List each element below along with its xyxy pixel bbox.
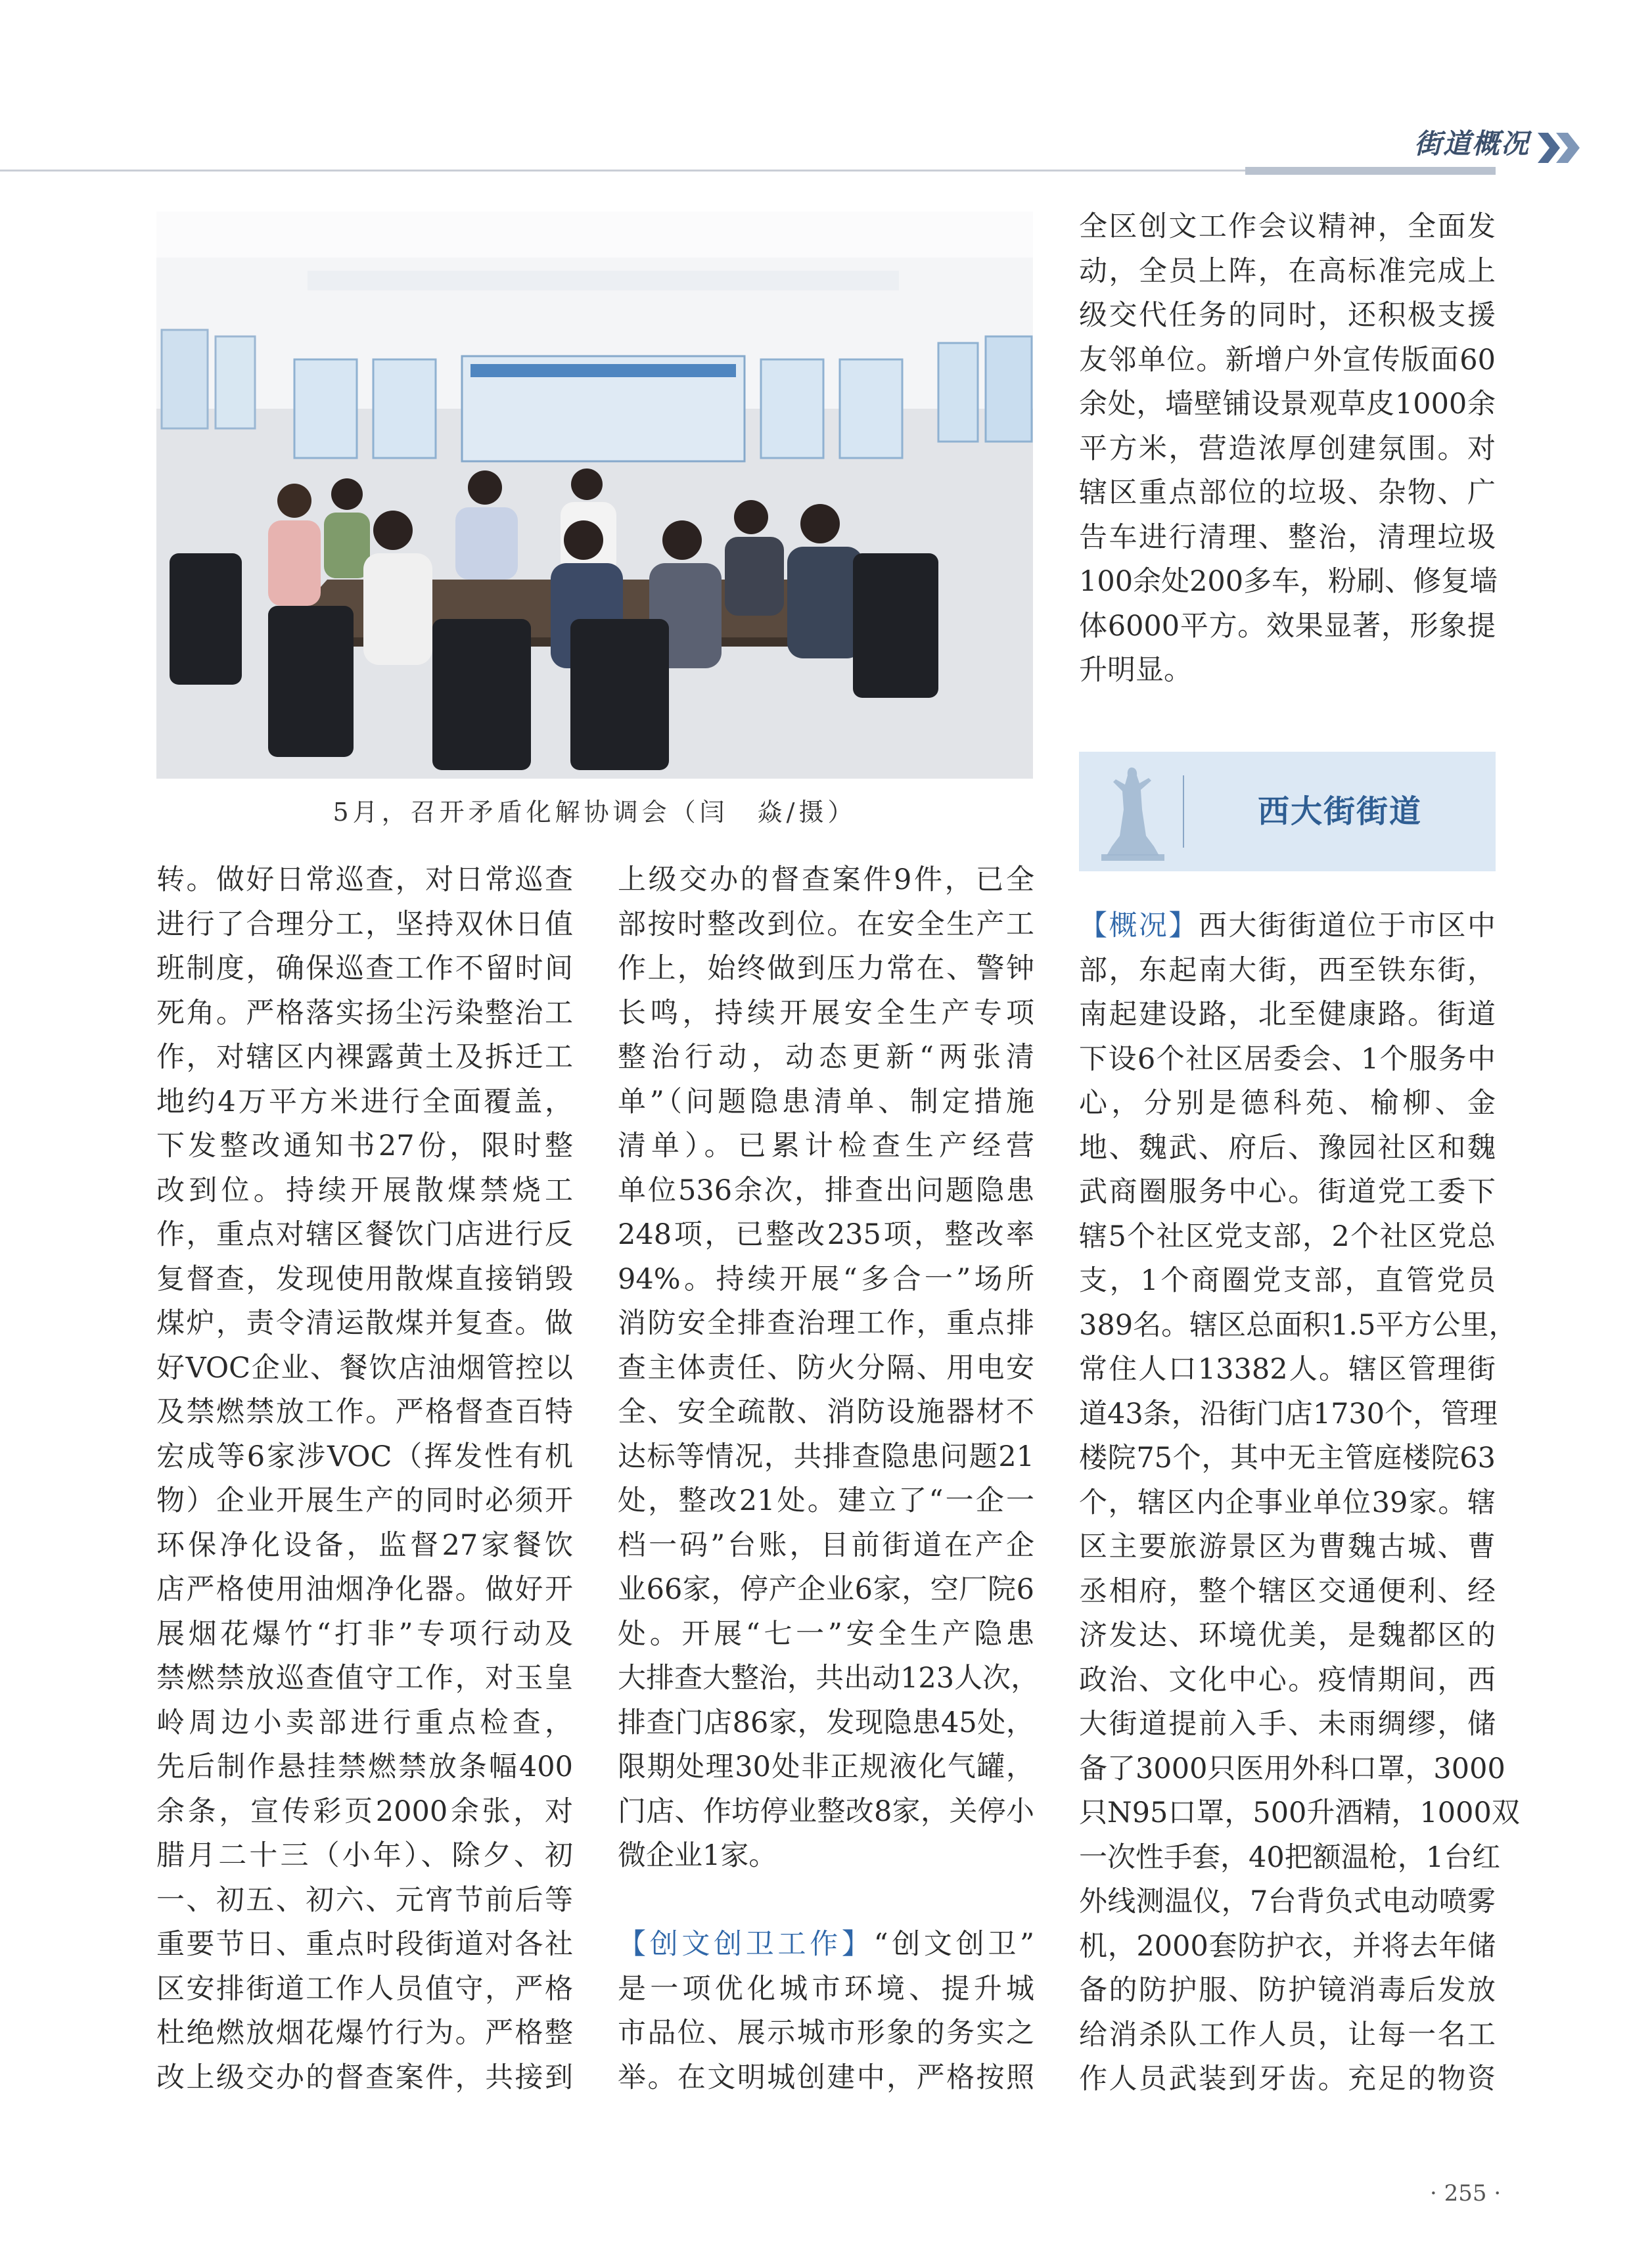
text-line: 升明显。 — [1079, 654, 1192, 687]
text-line: 平方米，营造浓厚创建氛围。对 — [1079, 432, 1496, 465]
text-line: 区主要旅游景区为曹魏古城、曹 — [1079, 1530, 1496, 1563]
text-line: 岭周边小卖部进行重点检查， — [156, 1706, 573, 1739]
meeting-photo — [156, 212, 1033, 779]
text-line: 清单）。已累计检查生产经营 — [618, 1130, 1034, 1162]
text-line: 处，整改21处。建立了“一企一 — [618, 1484, 1034, 1517]
text-line: 全、安全疏散、消防设施器材不 — [618, 1396, 1034, 1429]
text-line: 下发整改通知书27份，限时整 — [156, 1130, 573, 1162]
text-line: 武商圈服务中心。街道党工委下 — [1079, 1176, 1496, 1208]
text-line: 消防安全排查治理工作，重点排 — [618, 1307, 1034, 1340]
text-line: 个，辖区内企事业单位39家。辖 — [1079, 1486, 1496, 1519]
text-line: 楼院75个，其中无主管庭楼院63 — [1079, 1442, 1496, 1475]
text-line: 地、魏武、府后、豫园社区和魏 — [1079, 1131, 1496, 1164]
body-column-3-top — [1079, 205, 1496, 693]
text-line: 动，全员上阵，在高标准完成上 — [1079, 254, 1496, 288]
text-line: “创文创卫” — [873, 1928, 1035, 1961]
text-line: 政治、文化中心。疫情期间，西 — [1079, 1663, 1496, 1697]
text-line: 南起建设路，北至健康路。街道 — [1079, 998, 1496, 1031]
text-line: 部，东起南大街，西至铁东街， — [1079, 953, 1496, 987]
chevron-double-right-icon — [1538, 130, 1589, 166]
text-line: 外线测温仪，7台背负式电动喷雾 — [1079, 1885, 1496, 1918]
text-line: 达标等情况，共排查隐患问题21 — [618, 1440, 1034, 1473]
text-line: 限期处理30处非正规液化气罐， — [618, 1750, 1034, 1783]
text-line: 济发达、环境优美，是魏都区的 — [1079, 1619, 1496, 1652]
text-line: 业66家，停产企业6家，空厂院6 — [618, 1573, 1034, 1606]
text-line: 告车进行清理、整治，清理垃圾 — [1079, 520, 1496, 554]
text-line: 辖区重点部位的垃圾、杂物、广 — [1079, 476, 1496, 509]
text-line: 单位536余次，排查出问题隐患 — [618, 1174, 1034, 1207]
text-line: 作，对辖区内裸露黄土及拆迁工 — [156, 1041, 573, 1074]
text-line: 宏成等6家涉VOC（挥发性有机 — [156, 1440, 573, 1473]
text-line: 档一码”台账，目前街道在产企 — [618, 1528, 1034, 1562]
text-line: 改上级交办的督查案件，共接到 — [156, 2061, 573, 2094]
text-line: 展烟花爆竹“打非”专项行动及 — [156, 1617, 573, 1651]
body-column-3-bottom — [1079, 904, 1520, 2102]
text-line: 先后制作悬挂禁燃禁放条幅400 — [156, 1750, 573, 1783]
text-line: 备的防护服、防护镜消毒后发放 — [1079, 1974, 1496, 2007]
text-line: 进行了合理分工，坚持双休日值 — [156, 907, 573, 941]
photo-caption: 5月，召开矛盾化解协调会（闫 焱/摄） — [333, 798, 857, 827]
text-line: 市品位、展示城市形象的务实之 — [618, 2017, 1034, 2049]
text-line: 丞相府，整个辖区交通便利、经 — [1079, 1574, 1496, 1608]
text-line: 腊月二十三（小年）、除夕、初 — [156, 1839, 573, 1872]
running-header-title: 街道概况 — [1413, 127, 1530, 160]
text-line: 体6000平方。效果显著，形象提 — [1079, 609, 1496, 643]
text-line: 常住人口13382人。辖区管理街 — [1079, 1353, 1496, 1386]
header-accent-bar — [1245, 167, 1496, 175]
text-line: 排查门店86家，发现隐患45处， — [618, 1706, 1034, 1739]
text-line: 作人员武装到牙齿。充足的物资 — [1079, 2063, 1496, 2095]
text-line: 禁燃禁放巡查值守工作，对玉皇 — [156, 1662, 573, 1695]
text-line: 微企业1家。 — [618, 1839, 777, 1872]
text-line: 余处，墙壁铺设景观草皮1000余 — [1079, 388, 1496, 421]
text-line: 94%。持续开展“多合一”场所 — [618, 1262, 1034, 1296]
text-line: 查主体责任、防火分隔、用电安 — [618, 1351, 1034, 1384]
text-line: 西大街街道位于市区中 — [1198, 909, 1496, 942]
text-line: 班制度，确保巡查工作不留时间 — [156, 952, 573, 985]
text-line: 级交代任务的同时，还积极支援 — [1079, 299, 1496, 332]
text-line: 转。做好日常巡查，对日常巡查 — [156, 863, 573, 896]
text-line: 辖5个社区党支部，2个社区党总 — [1079, 1220, 1496, 1253]
text-line: 下设6个社区居委会、1个服务中 — [1079, 1042, 1496, 1076]
text-line: 支，1个商圈党支部，直管党员 — [1079, 1264, 1496, 1297]
text-line: 上级交办的督查案件9件，已全 — [618, 863, 1034, 896]
text-line: 余条，宣传彩页2000余张，对 — [156, 1795, 573, 1828]
text-line: 物）企业开展生产的同时必须开 — [156, 1484, 573, 1517]
text-line: 杜绝燃放烟花爆竹行为。严格整 — [156, 2017, 573, 2049]
text-line: 长鸣，持续开展安全生产专项 — [618, 996, 1034, 1030]
text-line: 处。开展“七一”安全生产隐患 — [618, 1617, 1034, 1651]
text-line: 只N95口罩，500升酒精，1000双 — [1079, 1796, 1520, 1829]
text-line: 死角。严格落实扬尘污染整治工 — [156, 996, 573, 1030]
text-line: 部按时整改到位。在安全生产工 — [618, 907, 1034, 941]
text-line: 煤炉，责令清运散煤并复查。做 — [156, 1307, 573, 1340]
text-line: 整治行动，动态更新“两张清 — [618, 1041, 1034, 1074]
text-line: 389名。辖区总面积1.5平方公里， — [1079, 1308, 1517, 1342]
text-line: 作上，始终做到压力常在、警钟 — [618, 952, 1034, 985]
text-line: 248项，已整改235项，整改率 — [618, 1218, 1034, 1251]
text-line: 及禁燃禁放工作。严格督查百特 — [156, 1396, 573, 1429]
section-title: 西大街街道 — [1257, 793, 1422, 830]
page-number: · 255 · — [1430, 2180, 1502, 2207]
body-column-2 — [618, 858, 1040, 2100]
text-line: 门店、作坊停业整改8家，关停小 — [618, 1795, 1034, 1828]
text-line: 复督查，发现使用散煤直接销毁 — [156, 1262, 573, 1296]
text-line: 一次性手套，40把额温枪，1台红 — [1079, 1841, 1501, 1874]
text-line: 机，2000套防护衣，并将去年储 — [1079, 1929, 1496, 1963]
text-line: 单”（问题隐患清单、制定措施 — [618, 1085, 1034, 1118]
text-line: 大街道提前入手、未雨绸缪，储 — [1079, 1708, 1496, 1741]
section-tag-gaikuang: 【概况】 — [1079, 909, 1199, 942]
section-heading-line — [618, 1923, 1034, 1967]
body-column-1 — [156, 858, 573, 2100]
section-heading-line — [1079, 904, 1496, 949]
text-line: 道43条，沿街门店1730个，管理 — [1079, 1397, 1498, 1430]
text-line: 100余处200多车，粉刷、修复墙 — [1079, 565, 1498, 598]
text-line: 重要节日、重点时段街道对各社 — [156, 1928, 573, 1961]
text-line: 店严格使用油烟净化器。做好开 — [156, 1573, 573, 1606]
section-tag-chuangwen: 【创文创卫工作】 — [618, 1928, 874, 1961]
text-line: 全区创文工作会议精神，全面发 — [1079, 210, 1496, 243]
text-line: 区安排街道工作人员值守，严格 — [156, 1972, 573, 2005]
text-line: 地约4万平方米进行全面覆盖， — [156, 1085, 573, 1118]
text-line: 备了3000只医用外科口罩，3000 — [1079, 1752, 1505, 1785]
text-line: 改到位。持续开展散煤禁烧工 — [156, 1174, 573, 1207]
text-line: 友邻单位。新增户外宣传版面60 — [1079, 343, 1496, 377]
text-line: 给消杀队工作人员，让每一名工 — [1079, 2018, 1496, 2051]
text-line: 作，重点对辖区餐饮门店进行反 — [156, 1218, 573, 1251]
text-line: 心，分别是德科苑、榆柳、金 — [1079, 1087, 1496, 1120]
text-line: 环保净化设备，监督27家餐饮 — [156, 1528, 573, 1562]
text-line: 举。在文明城创建中，严格按照 — [618, 2061, 1034, 2094]
statue-emblem-icon — [1093, 764, 1172, 862]
text-line: 大排查大整治，共出动123人次， — [618, 1662, 1040, 1695]
section-banner — [1079, 752, 1496, 871]
text-line: 是一项优化城市环境、提升城 — [618, 1972, 1034, 2005]
text-line: 好VOC企业、餐饮店油烟管控以 — [156, 1351, 573, 1384]
text-line: 一、初五、初六、元宵节前后等 — [156, 1883, 573, 1917]
